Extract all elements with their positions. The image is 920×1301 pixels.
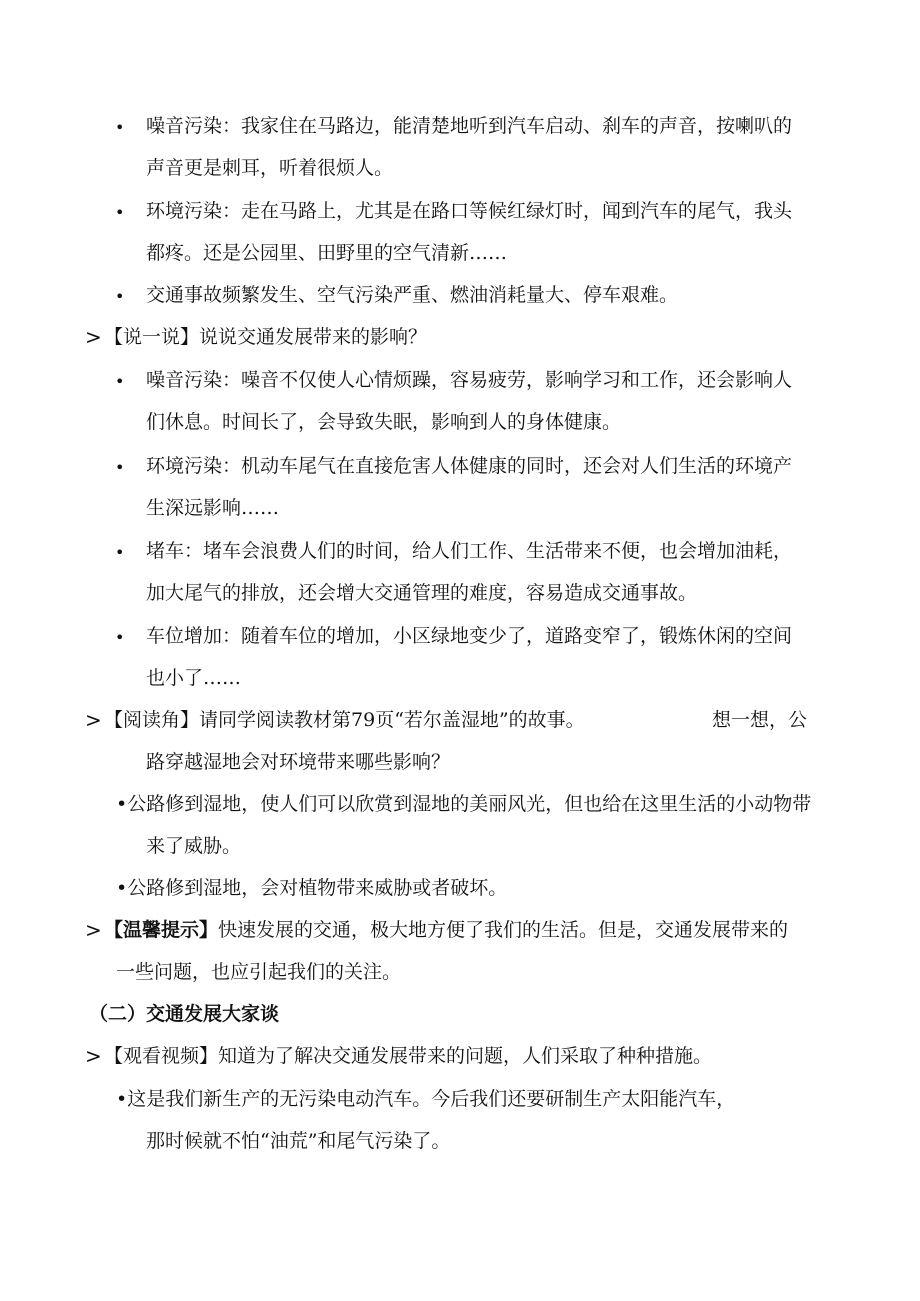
read-question-start: 想一想，公 <box>712 709 808 731</box>
arrow-marker: > <box>85 1044 102 1068</box>
read-text: 请同学阅读教材第79页“若尔盖湿地”的故事。 <box>199 709 585 731</box>
video-tag: 【观看视频】 <box>104 1045 219 1067</box>
say-heading <box>104 328 427 347</box>
tip-text: 快速发展的交通，极大地方便了我们的生活。但是，交通发展带来的 <box>218 919 789 941</box>
say-env-line-1: 环境污染：机动车尾气在直接危害人体健康的同时，还会对人们生活的环境产 <box>146 455 793 477</box>
say-env-line-2: 生深远影响…… <box>146 497 280 519</box>
bullet-marker: • <box>115 372 125 391</box>
bullet-marker: • <box>115 543 125 562</box>
say-text: 说说交通发展带来的影响？ <box>199 326 428 348</box>
arrow-marker: > <box>85 918 102 942</box>
read-item-1-line-2: 来了威胁。 <box>146 835 242 857</box>
observe-noise-line-1: 噪音污染：我家住在马路边，能清楚地听到汽车启动、刹车的声音，按喇叭的 <box>146 115 793 137</box>
observe-summary-line: 交通事故频繁发生、空气污染严重、燃油消耗量大、停车艰难。 <box>146 284 679 306</box>
section-title: （二）交通发展大家谈 <box>89 1003 280 1025</box>
read-item-2-line: •公路修到湿地，会对植物带来威胁或者破坏。 <box>116 877 508 899</box>
arrow-marker: > <box>85 325 102 349</box>
tip-text-line-2: 一些问题，也应引起我们的关注。 <box>116 961 402 983</box>
observe-noise-line-2: 声音更是刺耳，听着很烦人。 <box>146 157 394 179</box>
say-parking-line-1: 车位增加：随着车位的增加，小区绿地变少了，道路变窄了，锻炼休闲的空间 <box>146 625 793 647</box>
say-noise-line-1: 噪音污染：噪音不仅使人心情烦躁，容易疲劳，影响学习和工作，还会影响人 <box>146 369 793 391</box>
video-item-line-1: •这是我们新生产的无污染电动汽车。今后我们还要研制生产太阳能汽车， <box>116 1088 736 1110</box>
say-noise-line-2: 们休息。时间长了，会导致失眠，影响到人的身体健康。 <box>146 411 622 433</box>
read-question-end: 路穿越湿地会对环境带来哪些影响？ <box>146 751 451 773</box>
read-item-1-line-1: •公路修到湿地，使人们可以欣赏到湿地的美丽风光，但也给在这里生活的小动物带 <box>116 793 812 815</box>
observe-env-line-1: 环境污染：走在马路上，尤其是在路口等候红绿灯时，闻到汽车的尾气，我头 <box>146 200 793 222</box>
say-parking-line-2: 也小了…… <box>146 667 242 689</box>
tip-heading <box>104 921 788 940</box>
arrow-marker: > <box>85 708 102 732</box>
read-tag: 【阅读角】 <box>104 709 200 731</box>
observe-env-line-2: 都疼。还是公园里、田野里的空气清新…… <box>146 242 508 264</box>
read-heading <box>104 711 585 730</box>
tip-tag: 【温馨提示】 <box>104 919 219 941</box>
say-tag: 【说一说】 <box>104 326 200 348</box>
bullet-marker: • <box>115 118 125 137</box>
bullet-marker: • <box>115 458 125 477</box>
video-item-line-2: 那时候就不怕“油荒”和尾气污染了。 <box>146 1130 451 1152</box>
say-jam-line-2: 加大尾气的排放，还会增大交通管理的难度，容易造成交通事故。 <box>146 582 698 604</box>
say-jam-line-1: 堵车：堵车会浪费人们的时间，给人们工作、生活带来不便，也会增加油耗， <box>146 540 793 562</box>
bullet-marker: • <box>115 203 125 222</box>
bullet-marker: • <box>115 628 125 647</box>
video-heading <box>104 1047 712 1066</box>
video-text: 知道为了解决交通发展带来的问题，人们采取了种种措施。 <box>218 1045 713 1067</box>
bullet-marker: • <box>115 287 125 306</box>
